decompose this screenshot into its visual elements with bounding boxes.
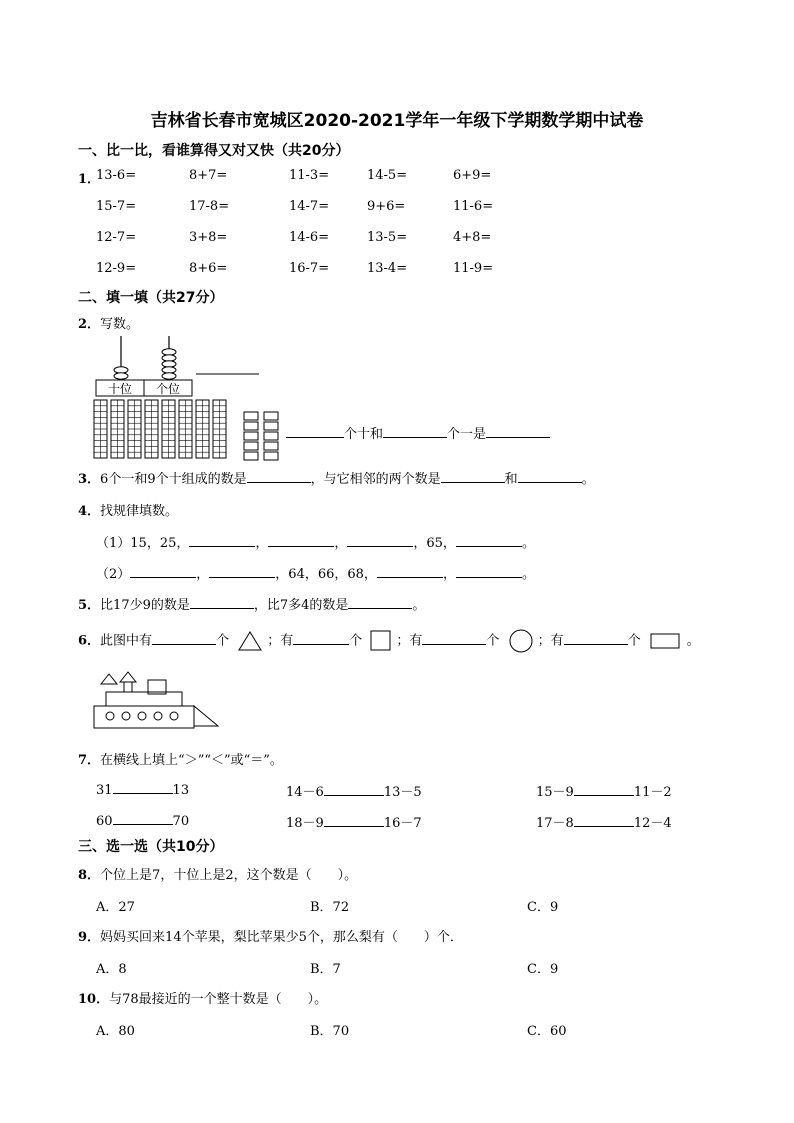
q1-number: 1． [78, 172, 101, 187]
q9-text: 妈妈买回来14个苹果，梨比苹果少5个，那么梨有（ ）个． [100, 930, 463, 945]
q4-l1-blank-2[interactable] [268, 534, 334, 547]
q4-l1-mid: ，65， [413, 536, 456, 551]
q10-line [78, 988, 327, 1007]
figure-triangle [194, 706, 218, 726]
q6-sep: ；有 [537, 633, 564, 649]
q7-comparison [96, 781, 189, 798]
q7-right: 12－4 [633, 816, 672, 831]
q5-text-b: ，比7多4的数是 [253, 598, 349, 613]
ones-beads [162, 349, 176, 379]
figure-rectangle [94, 706, 194, 728]
q7-blank[interactable] [113, 781, 173, 794]
q8-number: 8． [78, 868, 101, 883]
q3-text-a: 6个一和9个十组成的数是 [100, 472, 247, 487]
ten-bundle [196, 400, 209, 458]
q6-sep: ；有 [267, 633, 294, 649]
q6-sep: ；有 [396, 633, 423, 649]
q7-blank[interactable] [324, 783, 384, 796]
q3-text-d: 。 [581, 472, 595, 487]
q6-figure [90, 664, 225, 736]
q5-text-c: 。 [412, 598, 426, 613]
q10-option-c[interactable]: C．60 [527, 1024, 567, 1039]
q7-left: 31 [96, 783, 113, 798]
q2-blank-result[interactable] [486, 425, 550, 438]
section-2-heading: 二、填一填（共27分） [78, 290, 224, 306]
q5-text-a: 比17少9的数是 [100, 598, 190, 613]
q1-expression: 15-7= [96, 199, 137, 214]
q4-l2-blank-4[interactable] [456, 565, 522, 578]
tens-bundles [94, 400, 226, 458]
ten-bundle [94, 400, 107, 458]
q3-number: 3． [78, 472, 101, 487]
unit-cube [244, 442, 258, 450]
q4-l1-blank-4[interactable] [456, 534, 522, 547]
ones-cubes [244, 412, 278, 460]
q4-l2-blank-2[interactable] [209, 565, 275, 578]
q8-option-c[interactable]: C．9 [527, 900, 559, 915]
figure-circle [170, 712, 178, 720]
unit-cube [244, 422, 258, 430]
q9-option-b[interactable]: B．7 [310, 962, 341, 977]
q1-expression: 9+6= [367, 199, 406, 214]
q4-l2-mid: ，64，66，68， [275, 567, 377, 582]
unit-cube [244, 452, 258, 460]
q6-text-a: 此图中有 [100, 633, 153, 649]
q2-answer-line [286, 423, 550, 442]
q4-comma: ， [255, 536, 269, 551]
q7-right: 16－7 [383, 816, 422, 831]
unit-cube [264, 442, 278, 450]
q2-part2: 个一是 [447, 427, 487, 442]
q7-blank[interactable] [113, 812, 173, 825]
q2-figure [92, 334, 292, 464]
q10-option-b[interactable]: B．70 [310, 1024, 350, 1039]
q2-blank-ones[interactable] [383, 425, 447, 438]
ten-bundle [162, 400, 175, 458]
q7-left: 60 [96, 814, 113, 829]
q1-expression: 8+6= [189, 261, 228, 276]
abacus-tens-label: 十位 [107, 382, 133, 396]
q2-blank-tens[interactable] [286, 425, 344, 438]
page-title: 吉林省长春市宽城区2020-2021学年一年级下学期数学期中试卷 [150, 111, 644, 131]
figure-square [124, 682, 132, 692]
q1-expression: 11-9= [453, 261, 494, 276]
shape-vehicle-figure [90, 664, 225, 732]
figure-triangle [101, 674, 117, 684]
q8-line [78, 864, 357, 883]
q1-expression: 11-3= [289, 168, 330, 183]
q6-unit: 个 [486, 633, 500, 649]
q4-comma: ， [334, 536, 348, 551]
figure-circle [122, 712, 130, 720]
q5-blank-1[interactable] [190, 596, 254, 609]
figure-triangle [120, 672, 136, 682]
q5-line [78, 594, 425, 613]
triangle-icon [237, 630, 263, 652]
q7-left: 18－9 [286, 816, 324, 831]
q6-blank-triangle[interactable] [152, 632, 216, 645]
ten-bundle [111, 400, 124, 458]
q4-l2-blank-1[interactable] [130, 565, 196, 578]
q4-comma: ， [196, 567, 210, 582]
q3-text-b: ，与它相邻的两个数是 [310, 472, 441, 487]
q7-text: 在横线上填上“＞”“＜”或“＝”。 [100, 753, 283, 768]
q7-number: 7． [78, 753, 101, 768]
figure-rectangle [106, 692, 182, 706]
q4-l1-blank-1[interactable] [189, 534, 255, 547]
q6-unit: 个 [627, 633, 641, 649]
q1-expression: 14-7= [289, 199, 330, 214]
section-1-heading: 一、比一比，看谁算得又对又快（共20分） [78, 143, 350, 159]
unit-cube [244, 432, 258, 440]
q3-blank-2[interactable] [441, 470, 505, 483]
q5-number: 5． [78, 598, 101, 613]
unit-cube [264, 422, 278, 430]
figure-circle [106, 712, 114, 720]
q6-blank-square[interactable] [293, 632, 349, 645]
q8-option-b[interactable]: B．72 [310, 900, 350, 915]
q4-end: 。 [521, 567, 535, 582]
q6-blank-circle[interactable] [422, 632, 486, 645]
figure-circle [138, 712, 146, 720]
q4-line-2 [96, 563, 535, 582]
circle-icon [508, 629, 534, 653]
q8-text: 个位上是7，十位上是2，这个数是（ ）。 [100, 868, 358, 883]
q4-l1-blank-3[interactable] [347, 534, 413, 547]
abacus-ones-label: 个位 [155, 382, 181, 396]
q6-line [78, 629, 700, 653]
q7-left: 14－6 [286, 785, 324, 800]
q10-number: 10． [78, 992, 110, 1007]
q1-expression: 16-7= [289, 261, 330, 276]
q4-line-1 [96, 532, 535, 551]
q7-blank[interactable] [574, 783, 634, 796]
unit-cube [244, 412, 258, 420]
section-3-heading: 三、选一选（共10分） [78, 839, 224, 855]
q9-number: 9． [78, 930, 101, 945]
q1-expression: 14-6= [289, 230, 330, 245]
q1-expression: 6+9= [453, 168, 492, 183]
q4-l1-prefix: （1）15，25， [96, 536, 190, 551]
q6-unit: 个 [349, 633, 363, 649]
q7-comparison [286, 781, 422, 800]
q1-expression: 13-4= [367, 261, 408, 276]
q10-option-a[interactable]: A．80 [96, 1024, 135, 1039]
q1-expression: 8+7= [189, 168, 228, 183]
q3-blank-3[interactable] [518, 470, 582, 483]
ten-bundle [128, 400, 141, 458]
q6-unit: 个 [216, 633, 230, 649]
unit-cube [264, 432, 278, 440]
q9-option-a[interactable]: A．8 [96, 962, 127, 977]
q4-end: 。 [521, 536, 535, 551]
ten-bundle [145, 400, 158, 458]
q2-text: 写数。 [100, 317, 140, 332]
q7-right: 70 [172, 814, 190, 829]
q2-number: 2． [78, 317, 101, 332]
q6-number: 6． [78, 633, 101, 649]
q5-blank-2[interactable] [348, 596, 412, 609]
counting-figure [92, 334, 292, 464]
unit-cube [264, 412, 278, 420]
q7-comparison [536, 812, 672, 831]
q4-text: 找规律填数。 [100, 504, 179, 519]
q1-expression: 14-5= [367, 168, 408, 183]
q1-expression: 13-5= [367, 230, 408, 245]
q1-expression: 12-9= [96, 261, 137, 276]
figure-circle [154, 712, 162, 720]
q4-l2-blank-3[interactable] [377, 565, 443, 578]
q7-right: 11－2 [633, 785, 672, 800]
tens-beads [114, 367, 128, 379]
q1-expression: 12-7= [96, 230, 137, 245]
square-icon [370, 630, 392, 652]
q7-blank[interactable] [324, 814, 384, 827]
q1-expression: 13-6= [96, 168, 137, 183]
q2-line [78, 313, 139, 332]
q4-number: 4． [78, 504, 101, 519]
q9-option-c[interactable]: C．9 [527, 962, 559, 977]
q7-right: 13－5 [383, 785, 422, 800]
q9-line [78, 926, 463, 945]
rectangle-icon [649, 632, 683, 650]
q4-comma: ， [442, 567, 456, 582]
q7-line [78, 749, 283, 768]
q3-text-c: 和 [504, 472, 518, 487]
q8-option-a[interactable]: A．27 [96, 900, 135, 915]
q7-comparison [536, 781, 672, 800]
q6-blank-rectangle[interactable] [564, 632, 628, 645]
q3-blank-1[interactable] [247, 470, 311, 483]
q1-expression: 11-6= [453, 199, 494, 214]
q7-right: 13 [172, 783, 190, 798]
q7-left: 15－9 [536, 785, 574, 800]
q7-blank[interactable] [574, 814, 634, 827]
ten-bundle [179, 400, 192, 458]
q3-line [78, 468, 595, 487]
ten-bundle [213, 400, 226, 458]
q7-left: 17－8 [536, 816, 574, 831]
q7-comparison [96, 812, 189, 829]
q6-end: 。 [686, 633, 700, 649]
q4-l2-prefix: （2） [96, 567, 131, 582]
unit-cube [264, 452, 278, 460]
q1-expression: 4+8= [453, 230, 492, 245]
q4-line [78, 500, 178, 519]
q2-part1: 个十和 [344, 427, 384, 442]
q10-text: 与78最接近的一个整十数是（ ）。 [109, 992, 328, 1007]
q1-expression: 17-8= [189, 199, 230, 214]
q7-comparison [286, 812, 422, 831]
q1-expression: 3+8= [189, 230, 228, 245]
